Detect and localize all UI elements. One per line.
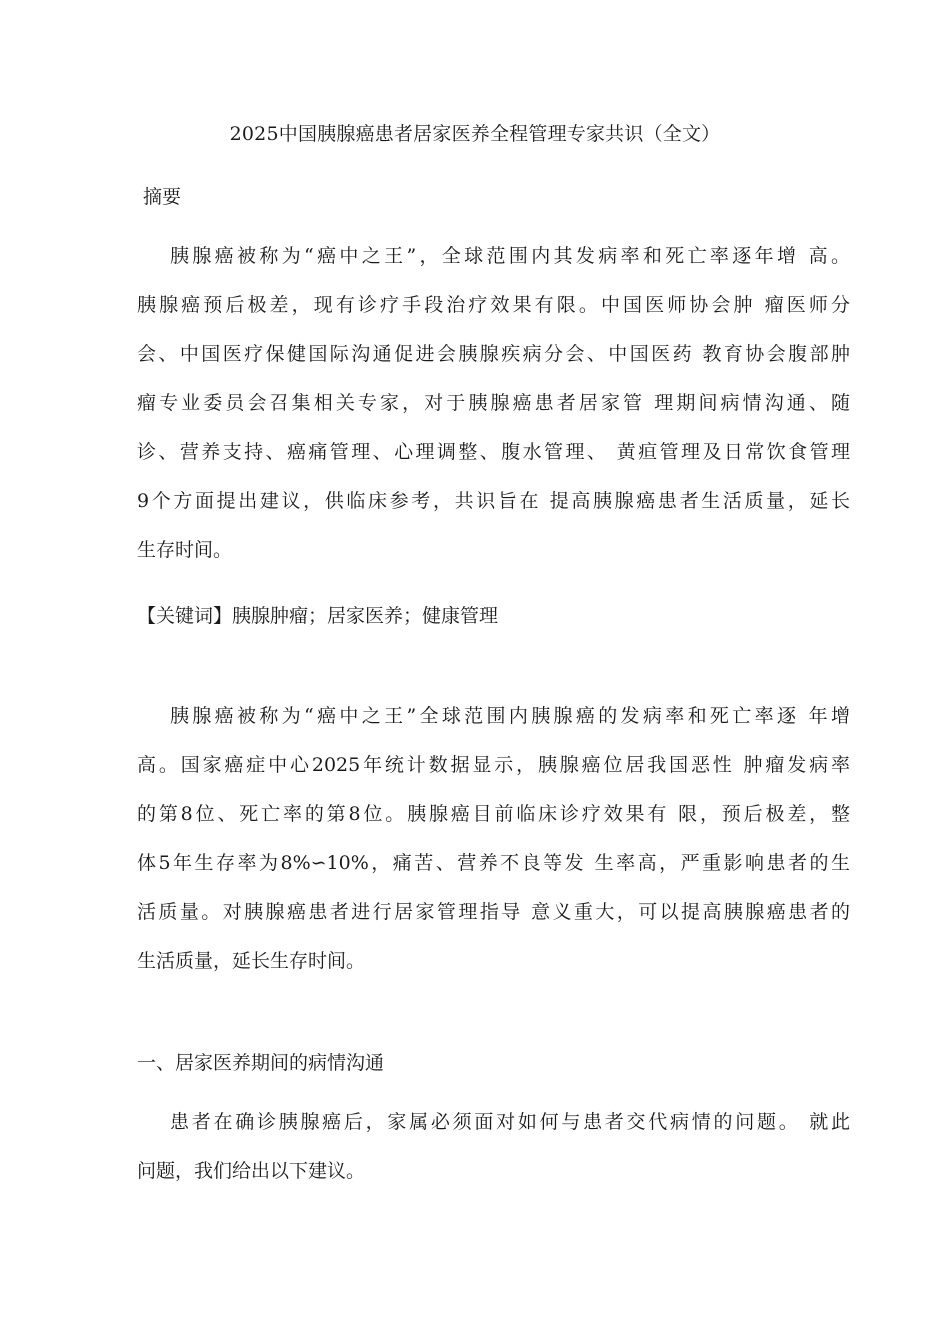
abstract-paragraph [137, 232, 850, 575]
intro-line: 胰腺癌被称为“癌中之王”全球范围内胰腺癌的发病率和死亡率逐 年增 [170, 705, 850, 727]
intro-line: 活质量。对胰腺癌患者进行居家管理指导 意义重大，可以提高胰腺癌患者的 [137, 901, 850, 923]
document-title: 2025中国胰腺癌患者居家医养全程管理专家共识（全文） [229, 123, 721, 145]
abstract-heading: 摘要 [143, 186, 182, 208]
abstract-line: 胰腺癌预后极差，现有诊疗手段治疗效果有限。中国医师协会肿 瘤医师分 [137, 294, 850, 316]
section-1-heading: 一、居家医养期间的病情沟通 [137, 1052, 385, 1074]
section-1-paragraph [137, 1098, 850, 1196]
intro-paragraph [137, 692, 850, 986]
abstract-line: 胰腺癌被称为“癌中之王”，全球范围内其发病率和死亡率逐年增 高。 [170, 245, 850, 267]
section-1-line: 患者在确诊胰腺癌后，家属必须面对如何与患者交代病情的问题。 就此 [170, 1111, 850, 1133]
intro-line: 的第8位、死亡率的第8位。胰腺癌目前临床诊疗效果有 限，预后极差，整 [137, 803, 850, 825]
intro-line: 生活质量，延长生存时间。 [137, 950, 366, 972]
section-1-line: 问题，我们给出以下建议。 [137, 1160, 366, 1182]
abstract-line: 会、中国医疗保健国际沟通促进会胰腺疾病分会、中国医药 教育协会腹部肿 [137, 343, 850, 365]
keywords-line: 【关键词】胰腺肿瘤；居家医养；健康管理 [137, 605, 499, 627]
intro-line: 体5年生存率为8%∽10%，痛苦、营养不良等发 生率高，严重影响患者的生 [137, 852, 850, 874]
abstract-line: 9个方面提出建议，供临床参考，共识旨在 提高胰腺癌患者生活质量，延长 [137, 490, 850, 512]
intro-line: 高。国家癌症中心2025年统计数据显示，胰腺癌位居我国恶性 肿瘤发病率 [137, 754, 850, 776]
abstract-line: 瘤专业委员会召集相关专家，对于胰腺癌患者居家管 理期间病情沟通、随 [137, 392, 850, 414]
abstract-line: 诊、营养支持、癌痛管理、心理调整、腹水管理、 黄疸管理及日常饮食管理 [137, 441, 850, 463]
abstract-line: 生存时间。 [137, 539, 233, 561]
